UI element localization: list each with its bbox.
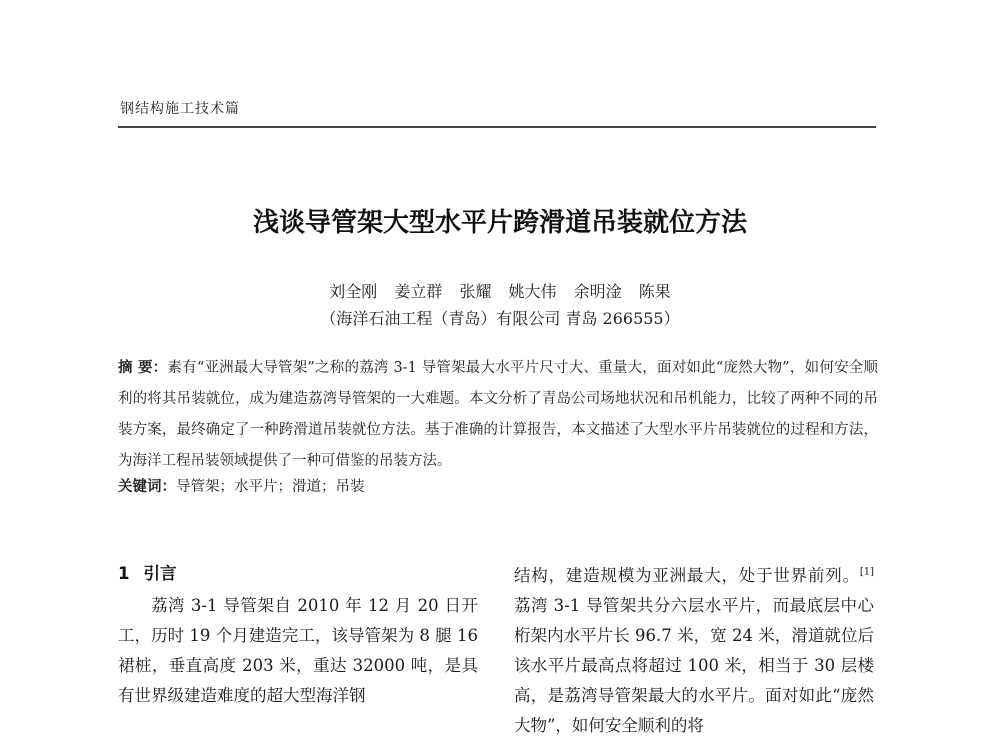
keywords-text: 导管架；水平片；滑道；吊装 <box>176 479 365 495</box>
abstract <box>118 353 878 477</box>
keywords-label: 关键词： <box>118 479 176 495</box>
body-text-continued: 结构，建造规模为亚洲最大，处于世界前列。 <box>514 566 860 585</box>
affiliation: （海洋石油工程（青岛）有限公司 青岛 266555） <box>320 309 680 328</box>
body-paragraph: 荔湾 3-1 导管架共分六层水平片，而最底层中心桁架内水平片长 96.7 米，宽 24 米，滑道就位后该水平片最高点将超过 100 米，相当于 30 层楼高，是荔湾导管架最大的水平片。面对如此“庞然大物”，如何安全顺利的将 <box>514 596 874 735</box>
abstract-label: 摘 要： <box>118 360 168 376</box>
running-header: 钢结构施工技术篇 <box>120 101 240 117</box>
section-title: 引言 <box>143 564 177 583</box>
body-column-left: 荔湾 3-1 导管架自 2010 年 12 月 20 日开工，历时 19 个月建造完工，该导管架为 8 腿 16 裙桩，垂直高度 203 米，重达 32000 吨，是具有世界级建造难度的超大型海洋钢 <box>118 596 478 705</box>
section-heading <box>118 560 176 584</box>
paper-title: 浅谈导管架大型水平片跨滑道吊装就位方法 <box>252 208 747 238</box>
section-number: 1 <box>118 564 130 583</box>
keywords <box>118 475 878 499</box>
header-divider <box>118 126 876 128</box>
author-list: 刘全刚 姜立群 张耀 姚大伟 余明淦 陈果 <box>329 282 671 301</box>
abstract-text: 素有“亚洲最大导管架”之称的荔湾 3-1 导管架最大水平片尺寸大、重量大，面对如此“庞然大物”，如何安全顺利的将其吊装就位，成为建造荔湾导管架的一大难题。本文分析了青岛公司场地状况和吊机能力，比较了两种不同的吊装方案，最终确定了一种跨滑道吊装就位方法。基于准确的计算报告，本文描述了大型水平片吊装就位的过程和方法，为海洋工程吊装领域提供了一种可借鉴的吊装方法。 <box>118 360 878 469</box>
body-column-right <box>514 561 874 741</box>
citation-ref[interactable]: [1] <box>859 566 874 578</box>
